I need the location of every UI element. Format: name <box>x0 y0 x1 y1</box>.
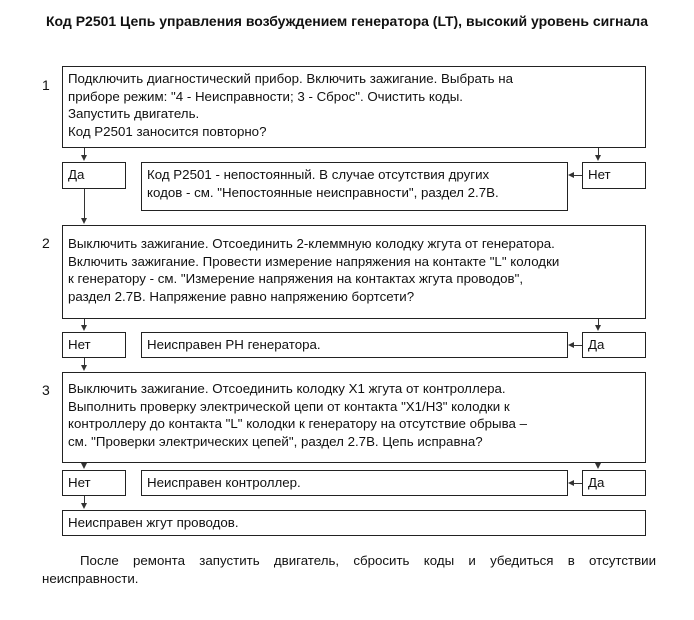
step-number: 3 <box>42 382 50 398</box>
final-result-box: Неисправен жгут проводов. <box>62 510 646 536</box>
step-2-line: Включить зажигание. Провести измерение напряжения на контакте "L" колодки <box>68 253 560 269</box>
result-box <box>141 332 568 358</box>
step-1-box <box>62 66 646 148</box>
step-3-box <box>62 372 646 463</box>
arrow-down-icon <box>81 463 87 469</box>
arrow-down-icon <box>595 325 601 331</box>
answer-yes-box: Да <box>62 162 126 189</box>
result-line: Код P2501 - непостоянный. В случае отсутствия других <box>147 167 490 182</box>
arrow-left-icon <box>568 480 574 486</box>
result-box <box>141 162 568 211</box>
arrow-line <box>574 175 582 176</box>
step-1-line: Запустить двигатель. <box>68 106 200 121</box>
step-number: 1 <box>42 77 50 93</box>
step-2-box <box>62 225 646 319</box>
arrow-left-icon <box>568 172 574 178</box>
step-3-line: Выключить зажигание. Отсоединить колодку X1 жгута от контроллера. <box>68 381 506 396</box>
arrow-down-icon <box>81 155 87 161</box>
arrow-down-icon <box>81 365 87 371</box>
step-1-line: приборе режим: "4 - Неисправности; 3 - Сброс". Очистить коды. <box>68 88 463 104</box>
step-2-line: раздел 2.7В. Напряжение равно напряжению бортсети? <box>68 288 415 304</box>
page-title: Код P2501 Цепь управления возбуждением генератора (LT), высокий уровень сигнала <box>46 13 648 29</box>
arrow-down-icon <box>595 463 601 469</box>
arrow-line <box>574 483 582 484</box>
step-1-line: Код P2501 заносится повторно? <box>68 123 267 139</box>
arrow-down-icon <box>595 155 601 161</box>
step-3-line: см. "Проверки электрических цепей", раздел 2.7В. Цепь исправна? <box>68 433 483 449</box>
arrow-down-icon <box>81 218 87 224</box>
arrow-down-icon <box>81 503 87 509</box>
arrow-line <box>84 189 85 219</box>
answer-no-box: Нет <box>62 332 126 358</box>
step-1-line: Подключить диагностический прибор. Включить зажигание. Выбрать на <box>68 71 514 86</box>
arrow-down-icon <box>81 325 87 331</box>
arrow-left-icon <box>568 342 574 348</box>
answer-no-box: Нет <box>582 162 646 189</box>
answer-no-box: Нет <box>62 470 126 496</box>
answer-yes-box: Да <box>582 470 646 496</box>
step-3-line: Выполнить проверку электрической цепи от контакта "X1/H3" колодки к <box>68 398 510 414</box>
step-2-line: Выключить зажигание. Отсоединить 2-клеммную колодку жгута от генератора. <box>68 236 555 251</box>
result-line: Неисправен РН генератора. <box>147 337 321 352</box>
answer-yes-box: Да <box>582 332 646 358</box>
step-3-line: контроллеру до контакта "L" колодки к генератору на отсутствие обрыва – <box>68 416 528 431</box>
arrow-line <box>574 345 582 346</box>
result-line: кодов - см. "Непостоянные неисправности", раздел 2.7В. <box>147 184 499 200</box>
footer-note: После ремонта запустить двигатель, сбросить коды и убедиться в отсутствии неисправности. <box>42 553 656 586</box>
result-line: Неисправен контроллер. <box>147 475 301 490</box>
result-box <box>141 470 568 496</box>
step-number: 2 <box>42 235 50 251</box>
step-2-line: к генератору - см. "Измерение напряжения на контактах жгута проводов", <box>68 271 524 286</box>
